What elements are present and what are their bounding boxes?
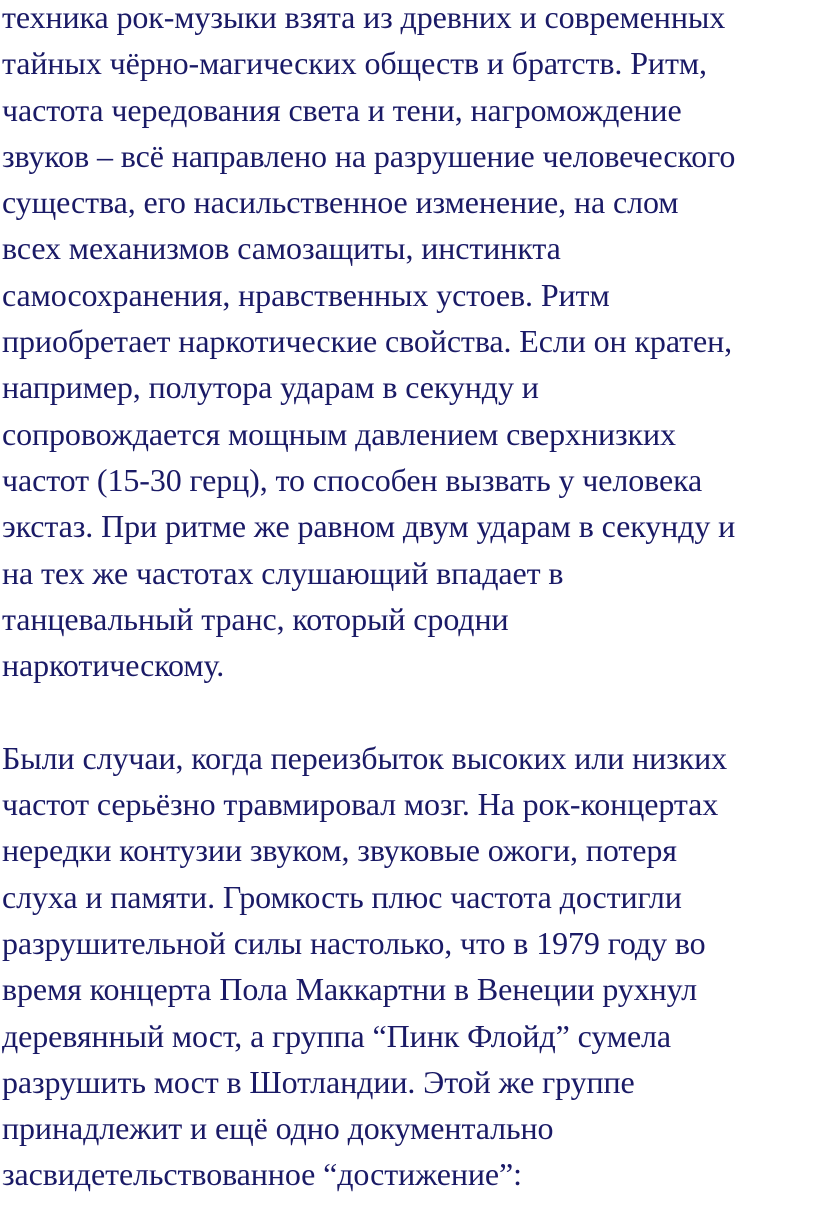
text-line: на тех же частотах слушающий впадает в	[2, 554, 564, 591]
text-line: экстаз. При ритме же равном двум ударам в секунду и	[2, 508, 736, 545]
text-line: сопровождается мощным давлением сверхнизких	[2, 415, 676, 452]
text-line: частот серьёзно травмировал мозг. На рок-концертах	[2, 786, 719, 823]
text-line: самосохранения, нравственных устоев. Ритм	[2, 276, 610, 313]
paragraph-2	[2, 735, 816, 1198]
text-line: принадлежит и ещё одно документально	[2, 1110, 554, 1147]
text-line: звуков – всё направлено на разрушение человеческого	[2, 137, 736, 174]
text-line: приобретает наркотические свойства. Если он кратен,	[2, 323, 733, 360]
text-line: техника рок-музыки взята из древних и современных	[2, 0, 726, 35]
text-line: разрушить мост в Шотландии. Этой же группе	[2, 1063, 635, 1100]
text-line: слуха и памяти. Громкость плюс частота достигли	[2, 878, 682, 915]
text-line: Были случаи, когда переизбыток высоких или низких	[2, 739, 728, 776]
text-line: танцевальный транс, который сродни	[2, 600, 509, 637]
text-line: например, полутора ударам в секунду и	[2, 369, 539, 406]
paragraph-1	[2, 0, 816, 688]
text-line: наркотическому.	[2, 647, 225, 684]
text-line: засвидетельствованное “достижение”:	[2, 1156, 522, 1193]
text-line: время концерта Пола Маккартни в Венеции рухнул	[2, 971, 697, 1008]
text-line: частота чередования света и тени, нагромождение	[2, 91, 682, 128]
text-line: всех механизмов самозащиты, инстинкта	[2, 230, 561, 267]
text-line: частот (15-30 герц), то способен вызвать у человека	[2, 461, 703, 498]
text-line: разрушительной силы настолько, что в 1979 году во	[2, 924, 706, 961]
text-line: существа, его насильственное изменение, на слом	[2, 184, 679, 221]
text-line: тайных чёрно-магических обществ и братств. Ритм,	[2, 45, 707, 82]
text-line: деревянный мост, а группа “Пинк Флойд” сумела	[2, 1017, 672, 1054]
paragraph-spacer	[2, 688, 816, 734]
text-line: нередки контузии звуком, звуковые ожоги, потеря	[2, 832, 677, 869]
